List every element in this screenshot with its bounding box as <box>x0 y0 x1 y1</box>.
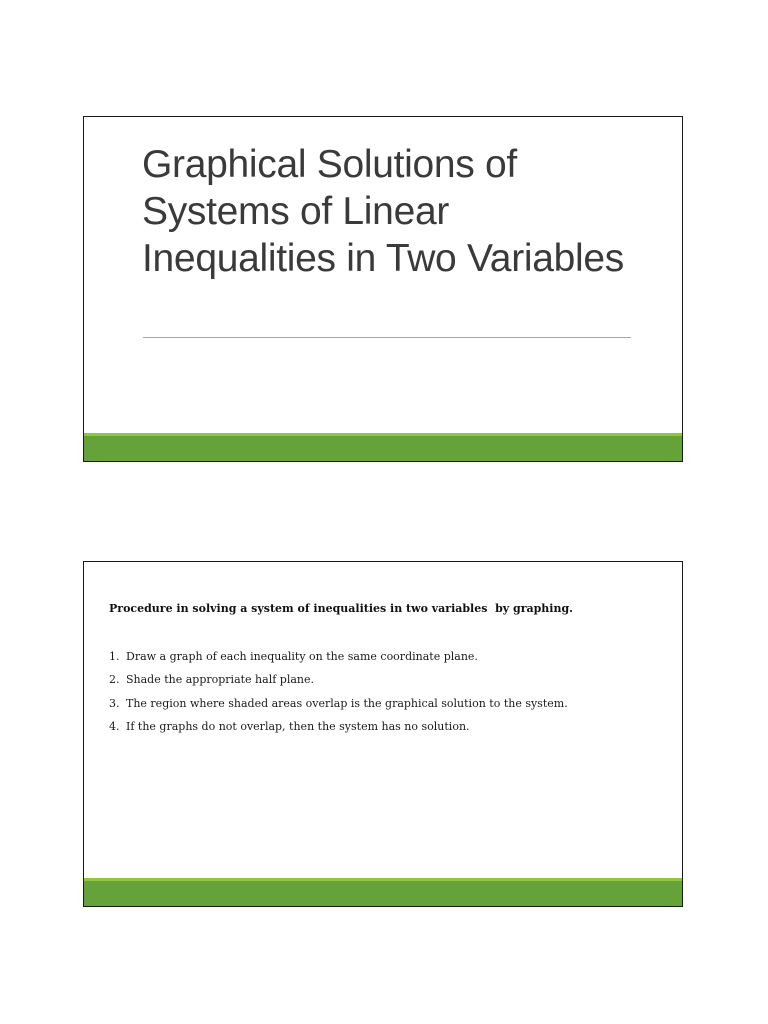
step-number: 4. <box>109 719 120 733</box>
list-item <box>109 696 568 719</box>
footer-bar <box>84 436 682 461</box>
step-text: Draw a graph of each inequality on the same coordinate plane. <box>126 650 478 663</box>
title-divider <box>143 337 631 338</box>
list-item <box>109 719 568 742</box>
step-number: 3. <box>109 696 120 710</box>
procedure-heading: Procedure in solving a system of inequalities in two variables by graphing. <box>109 602 574 615</box>
step-text: Shade the appropriate half plane. <box>126 673 314 687</box>
step-text: The region where shaded areas overlap is the graphical solution to the system. <box>126 696 568 710</box>
list-item <box>109 672 568 695</box>
title-slide <box>83 116 683 462</box>
step-number: 2. <box>109 673 120 687</box>
list-item <box>109 649 568 672</box>
step-number: 1. <box>109 650 120 663</box>
procedure-steps <box>109 649 568 742</box>
step-text: If the graphs do not overlap, then the system has no solution. <box>126 719 470 733</box>
footer-bar <box>84 881 682 906</box>
procedure-slide <box>83 561 683 907</box>
slide-title: Graphical Solutions of Systems of Linear Inequalities in Two Variables <box>142 143 624 280</box>
